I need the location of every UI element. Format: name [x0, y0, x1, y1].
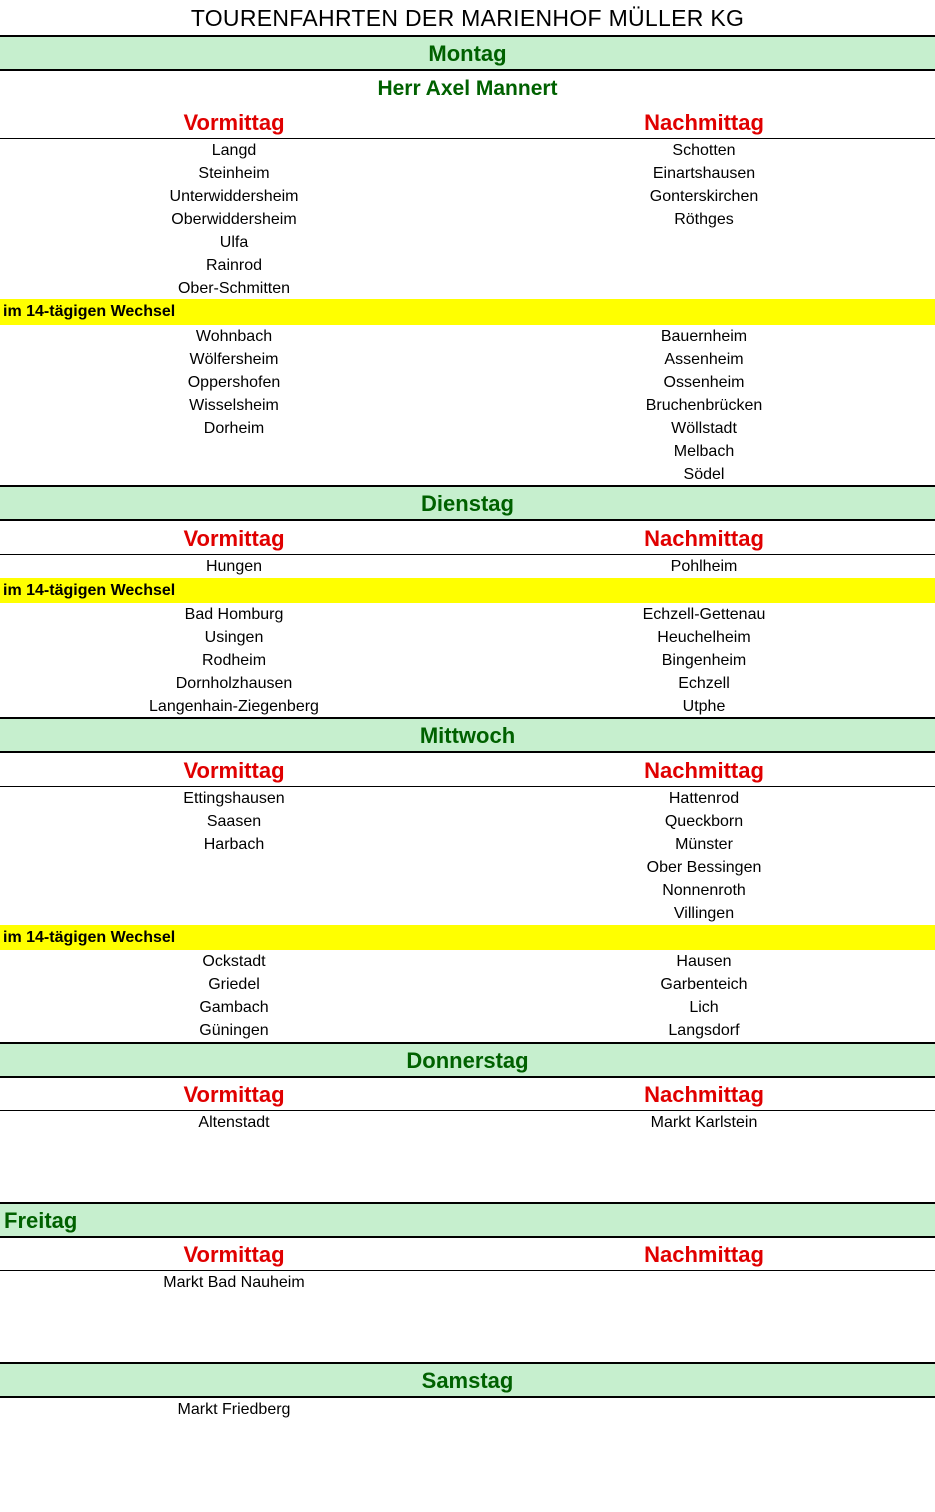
place-item: Markt Karlstein	[650, 1114, 758, 1131]
nachmittag-header: Nachmittag	[644, 526, 764, 551]
nachmittag-header: Nachmittag	[644, 758, 764, 783]
place-item: Assenheim	[664, 351, 744, 368]
place-item: Oberwiddersheim	[171, 211, 297, 228]
page-title: TOURENFAHRTEN DER MARIENHOF MÜLLER KG	[190, 5, 745, 31]
place-item: Wohnbach	[195, 328, 273, 345]
day-header-donnerstag: Donnerstag	[0, 1042, 935, 1078]
place-item: Altenstadt	[198, 1114, 270, 1131]
place-item: Rodheim	[201, 652, 267, 669]
place-item: Rainrod	[205, 257, 263, 274]
place-item: Nonnenroth	[662, 882, 746, 899]
place-item: Melbach	[673, 443, 735, 460]
place-item: Bauernheim	[660, 328, 748, 345]
place-item: Bingenheim	[661, 652, 747, 669]
place-item: Ockstadt	[202, 953, 266, 970]
place-item: Dorheim	[203, 420, 265, 437]
place-item: Hausen	[676, 953, 732, 970]
driver-name: Herr Axel Mannert	[377, 77, 558, 100]
place-item: Ettingshausen	[183, 790, 285, 807]
place-item: Münster	[675, 836, 733, 853]
day-header-mittwoch: Mittwoch	[0, 717, 935, 753]
place-item: Langd	[211, 142, 257, 159]
vormittag-header: Vormittag	[183, 110, 285, 135]
day-header-montag: Montag	[0, 35, 935, 71]
place-item: Ossenheim	[663, 374, 745, 391]
wechsel-banner: im 14-tägigen Wechsel	[0, 925, 935, 950]
nachmittag-header: Nachmittag	[644, 110, 764, 135]
place-item: Wöllstadt	[671, 420, 737, 437]
place-item: Hungen	[205, 558, 263, 575]
place-item: Röthges	[674, 211, 734, 228]
place-item: Ulfa	[219, 234, 249, 251]
place-item: Gambach	[199, 999, 269, 1016]
vormittag-header: Vormittag	[183, 1242, 285, 1267]
place-item: Markt Friedberg	[177, 1401, 291, 1418]
place-item: Echzell-Gettenau	[642, 606, 766, 623]
place-item: Södel	[683, 466, 725, 483]
place-item: Schotten	[672, 142, 736, 159]
place-item: Dornholzhausen	[175, 675, 293, 692]
place-item: Markt Bad Nauheim	[163, 1274, 305, 1291]
place-item: Usingen	[204, 629, 264, 646]
place-item: Harbach	[203, 836, 265, 853]
place-item: Echzell	[678, 675, 730, 692]
place-item: Oppershofen	[187, 374, 281, 391]
place-item: Langenhain-Ziegenberg	[149, 698, 319, 715]
nachmittag-header: Nachmittag	[644, 1082, 764, 1107]
place-item: Güningen	[199, 1022, 269, 1039]
place-item: Griedel	[208, 976, 260, 993]
place-item: Heuchelheim	[657, 629, 751, 646]
place-item: Bruchenbrücken	[645, 397, 763, 414]
vormittag-header: Vormittag	[183, 758, 285, 783]
place-item: Einartshausen	[652, 165, 756, 182]
place-item: Pohlheim	[670, 558, 738, 575]
day-header-samstag: Samstag	[0, 1362, 935, 1398]
wechsel-banner: im 14-tägigen Wechsel	[0, 299, 935, 325]
day-header-freitag: Freitag	[0, 1202, 935, 1238]
place-item: Bad Homburg	[184, 606, 284, 623]
place-item: Villingen	[673, 905, 735, 922]
vormittag-header: Vormittag	[183, 526, 285, 551]
place-item: Wölfersheim	[189, 351, 279, 368]
place-item: Langsdorf	[668, 1022, 740, 1039]
nachmittag-header: Nachmittag	[644, 1242, 764, 1267]
place-item: Queckborn	[664, 813, 744, 830]
place-item: Gonterskirchen	[649, 188, 759, 205]
place-item: Saasen	[206, 813, 262, 830]
place-item: Lich	[689, 999, 719, 1016]
wechsel-banner: im 14-tägigen Wechsel	[0, 578, 935, 603]
vormittag-header: Vormittag	[183, 1082, 285, 1107]
place-item: Garbenteich	[660, 976, 748, 993]
place-item: Hattenrod	[668, 790, 740, 807]
day-header-dienstag: Dienstag	[0, 485, 935, 521]
place-item: Wisselsheim	[189, 397, 279, 414]
place-item: Ober Bessingen	[646, 859, 762, 876]
place-item: Steinheim	[198, 165, 270, 182]
place-item: Unterwiddersheim	[169, 188, 299, 205]
place-item: Utphe	[682, 698, 726, 715]
place-item: Ober-Schmitten	[177, 280, 291, 297]
